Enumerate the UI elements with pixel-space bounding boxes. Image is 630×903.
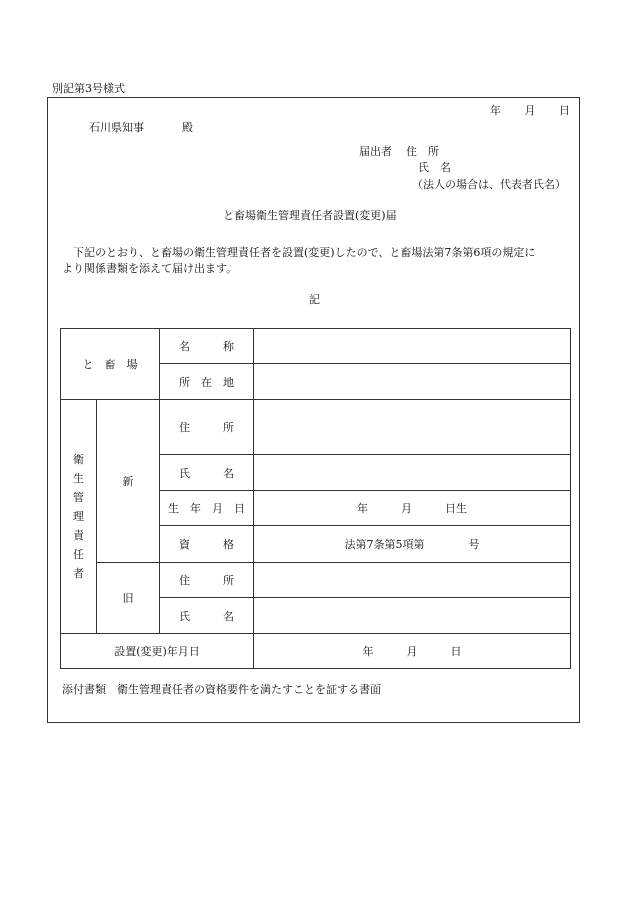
qualification-value: 法第7条第5項第 号 [344, 538, 480, 551]
date-line [490, 104, 570, 118]
document-title: と畜場衛生管理責任者設置(変更)届 [223, 209, 397, 222]
setup-date-label: 設置(変更)年月日 [114, 645, 200, 658]
date-month: 月 [524, 104, 536, 117]
qualification-label-cell [160, 526, 254, 563]
new-address-label-cell [160, 400, 254, 455]
manager-char: 管 [73, 490, 84, 504]
manager-label-vertical [61, 453, 96, 581]
manager-char: 責 [73, 528, 84, 542]
applicant-note: （法人の場合は、代表者氏名） [412, 178, 566, 191]
birthdate-value: 年 月 日生 [357, 502, 467, 515]
setup-date-value-cell[interactable] [254, 634, 571, 669]
addressee-name: 石川県知事 [89, 121, 144, 134]
old-label-cell [97, 563, 160, 634]
new-label: 新 [122, 475, 134, 488]
new-name-label-cell [160, 455, 254, 491]
setup-date-label-cell [61, 634, 254, 669]
setup-date-value: 年 月 日 [362, 645, 462, 658]
manager-char: 理 [73, 509, 84, 523]
ki-heading: 記 [309, 293, 320, 306]
manager-char: 生 [73, 471, 84, 485]
addressee-honorific: 殿 [182, 121, 193, 134]
applicant-name-label: 氏 名 [418, 161, 451, 174]
birthdate-value-cell[interactable] [254, 491, 571, 526]
qualification-label: 資 格 [179, 538, 234, 551]
sh-location-label-cell [160, 364, 254, 400]
manager-label-cell [61, 400, 97, 634]
manager-char: 者 [73, 566, 84, 580]
old-name-label: 氏 名 [179, 609, 234, 623]
applicant-label: 届出者 [359, 145, 392, 158]
slaughterhouse-label: と 畜 場 [82, 358, 138, 371]
new-name-value-cell[interactable] [254, 455, 571, 491]
sh-name-label-cell [160, 329, 254, 364]
new-label-cell [97, 400, 160, 563]
date-year: 年 [490, 104, 501, 117]
slaughterhouse-label-cell [61, 329, 160, 400]
sh-location-label: 所 在 地 [179, 375, 234, 389]
registration-table [60, 328, 571, 669]
old-address-value-cell[interactable] [254, 563, 571, 598]
date-day: 日 [559, 104, 570, 117]
table-row [61, 329, 571, 364]
sh-name-label: 名 称 [179, 340, 234, 353]
new-address-label: 住 所 [179, 421, 234, 434]
qualification-value-cell[interactable] [254, 526, 571, 563]
sh-name-value-cell[interactable] [254, 329, 571, 364]
manager-char: 衛 [73, 452, 84, 466]
manager-char: 任 [73, 547, 84, 561]
old-label: 旧 [122, 592, 134, 605]
old-name-label-cell [160, 598, 254, 634]
body-text-line-2: より関係書類を添えて届け出ます。 [62, 262, 238, 275]
birthdate-label: 生 年 月 日 [168, 502, 245, 515]
table-row [61, 634, 571, 669]
body-text-line-1: 下記のとおり、と畜場の衛生管理責任者を設置(変更)したので、と畜場法第7条第6項の規定に [62, 246, 536, 259]
old-name-value-cell[interactable] [254, 598, 571, 634]
table-row [61, 400, 571, 455]
old-address-label: 住 所 [179, 574, 234, 587]
table-row [61, 563, 571, 598]
birthdate-label-cell [160, 491, 254, 526]
new-address-value-cell[interactable] [254, 400, 571, 455]
attachment-note: 添付書類 衛生管理責任者の資格要件を満たすことを証する書面 [62, 683, 381, 696]
applicant-address-label: 住 所 [406, 145, 439, 158]
new-name-label: 氏 名 [179, 466, 234, 480]
old-address-label-cell [160, 563, 254, 598]
sh-location-value-cell[interactable] [254, 364, 571, 400]
form-number: 別記第3号様式 [52, 82, 125, 95]
